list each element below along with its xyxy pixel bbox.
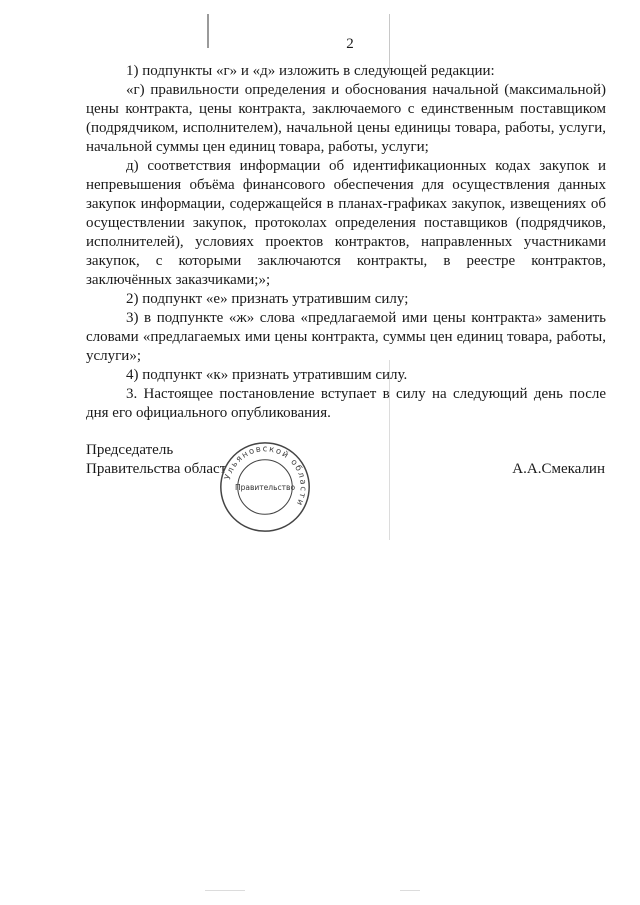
paragraph-1: 1) подпункты «г» и «д» изложить в следующей редакции: [126, 63, 495, 79]
signature-position-line1: Председатель [86, 442, 174, 458]
svg-text:Ульяновской области [222, 443, 309, 508]
paragraph-3: д) соответствия информации об идентификационных кодах закупок и непревышения объёма финансового обеспечения для осуществления данных закупок информации, содержащейся в планах-графиках закупок, извещениях об осуществлении закупок, протоколах определения поставщиков (подрядчиков, исполнителей), условиях проектов контрактов, направленных участниками закупок, с которыми заключаются контракты, в реестре контрактов, заключённых заказчиками;»; [86, 158, 606, 288]
paragraph-2: «г) правильности определения и обоснования начальной (максимальной) цены контракта, цены контракта, заключаемого с единственным поставщиком (подрядчиком, исполнителем), начальной цены единицы товара, работы, услуги, начальной суммы цен единиц товара, работы, услуги; [86, 82, 606, 155]
official-seal-stamp [218, 440, 312, 534]
signature-position [86, 441, 226, 479]
document-body [86, 62, 606, 423]
paragraph-5: 3) в подпункте «ж» слова «предлагаемой ими цены контракта» заменить словами «предлагаемых ими цены контракта, суммы цен единиц товара, работы, услуги»; [86, 310, 606, 364]
paragraph-4: 2) подпункт «е» признать утратившим силу; [126, 291, 409, 307]
seal-ring-text: Ульяновской области [222, 443, 309, 509]
signature-position-line2: Правительства област [86, 461, 227, 477]
paragraph-7: 3. Настоящее постановление вступает в силу на следующий день после дня его официального опубликования. [86, 386, 606, 421]
page-number: 2 [346, 36, 354, 52]
paragraph-6: 4) подпункт «к» признать утратившим силу. [126, 367, 408, 383]
scan-mark-bottom [205, 890, 245, 891]
signer-name: А.А.Смекалин [512, 461, 605, 477]
seal-inner-text: Правительство [234, 482, 296, 492]
scan-mark-bottom-2 [400, 890, 420, 891]
